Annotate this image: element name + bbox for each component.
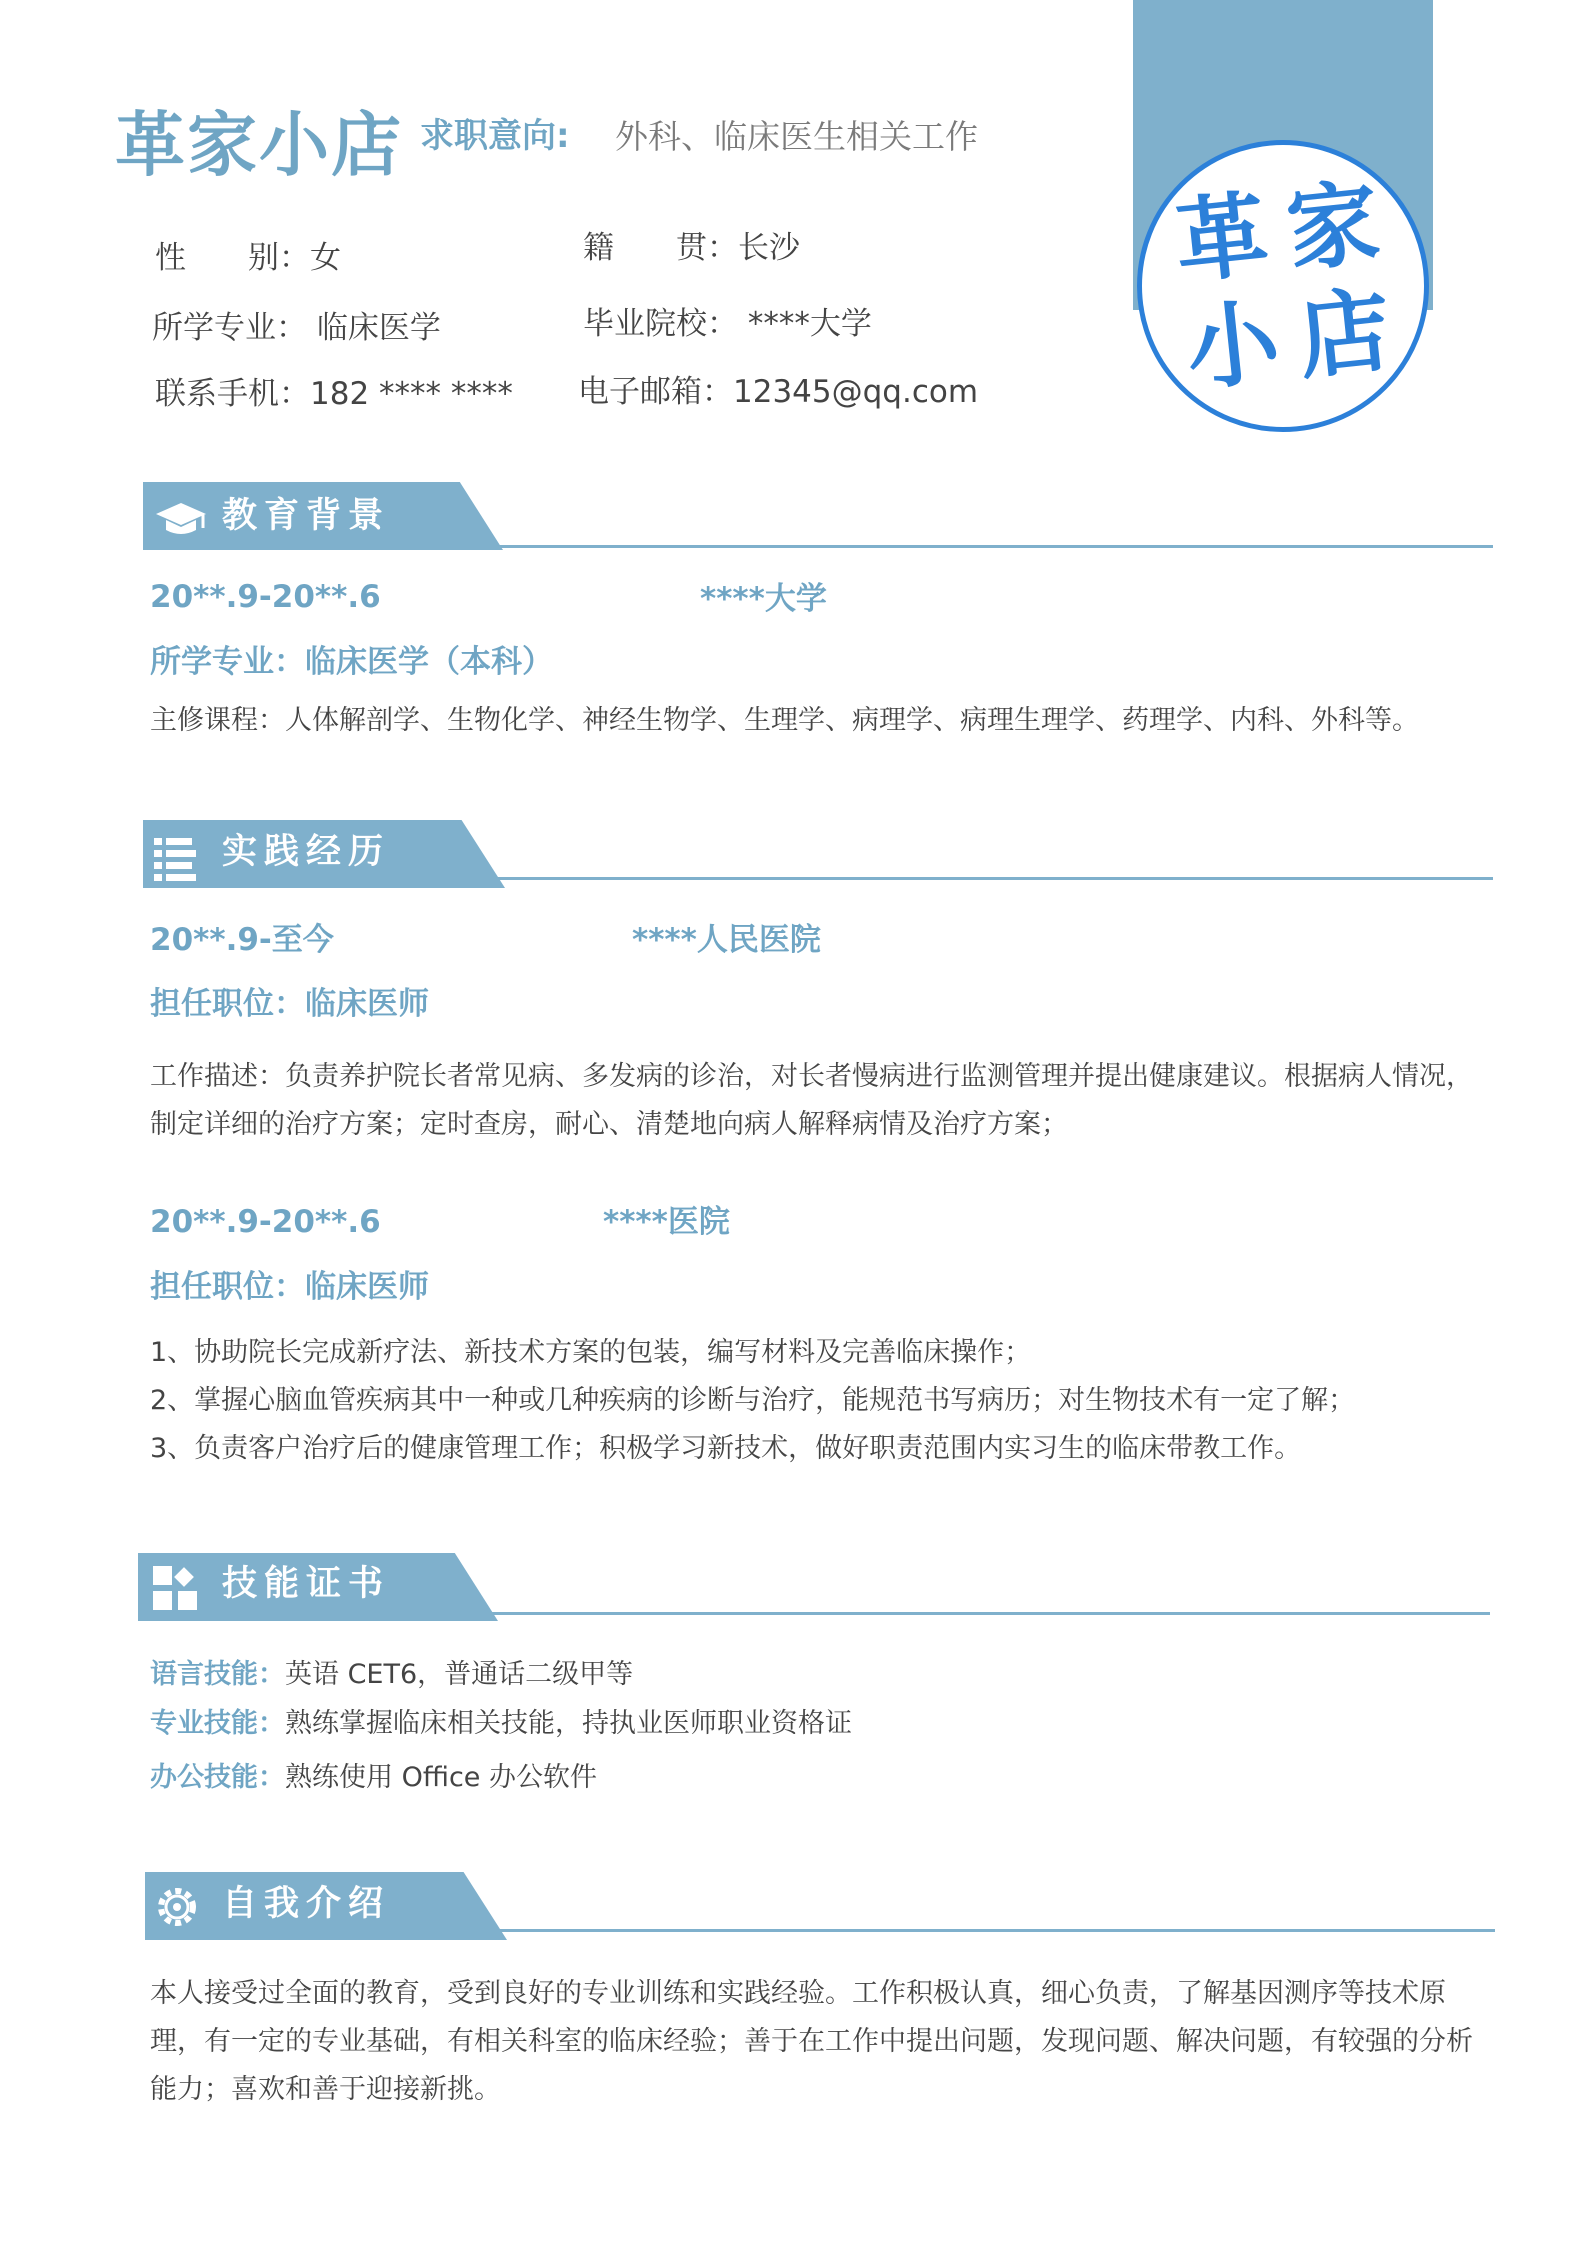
seal-char: 革: [1170, 179, 1274, 297]
info-gender: 性 别：女: [155, 240, 341, 276]
skill-label: 办公技能：: [150, 1762, 285, 1793]
info-school: 毕业院校： ****大学: [583, 306, 872, 342]
practice-position: 担任职位：临床医师: [150, 986, 429, 1022]
skill-label: 专业技能：: [150, 1708, 285, 1739]
graduation-cap-icon: [154, 490, 208, 544]
skill-item: [150, 1758, 597, 1798]
job-intent-value: 外科、临床医生相关工作: [615, 117, 978, 156]
practice-period: 20**.9-20**.6: [150, 1204, 381, 1240]
education-school: ****大学: [700, 581, 827, 617]
about-text: 本人接受过全面的教育，受到良好的专业训练和实践经验。工作积极认真，细心负责，了解基因测序等技术原理，有一定的专业基础，有相关科室的临床经验；善于在工作中提出问题，发现问题、解决问题，有较强的分析能力；喜欢和善于迎接新挑。: [150, 1978, 1473, 2105]
seal-char: 店: [1292, 275, 1396, 393]
practice-org: ****人民医院: [632, 922, 821, 958]
seal-char: 家: [1281, 167, 1385, 285]
job-intent-label: 求职意向:: [420, 116, 570, 156]
grid-icon: [150, 1562, 204, 1616]
skill-value: 英语 CET6，普通话二级甲等: [285, 1659, 634, 1690]
section-title: 实践经历: [222, 832, 391, 872]
education-major: 所学专业：临床医学（本科）: [150, 644, 553, 680]
candidate-name: 革家小店: [115, 104, 403, 186]
practice-position: 担任职位：临床医师: [150, 1269, 429, 1305]
practice-org: ****医院: [603, 1204, 730, 1240]
seal-text: [1128, 131, 1438, 441]
practice-period: 20**.9-至今: [150, 922, 334, 958]
list-icon: [150, 832, 204, 886]
shop-seal: [1137, 140, 1429, 432]
info-major: 所学专业： 临床医学: [152, 310, 441, 346]
skill-value: 熟练掌握临床相关技能，持执业医师职业资格证: [285, 1708, 852, 1739]
section-title: 自我介绍: [222, 1884, 391, 1924]
practice-duty: 2、掌握心脑血管疾病其中一种或几种疾病的诊断与治疗，能规范书写病历；对生物技术有一定了解；: [150, 1385, 1356, 1416]
info-phone: 联系手机：182 **** ****: [155, 376, 513, 412]
skill-item: [150, 1704, 852, 1744]
section-title: 技能证书: [222, 1564, 391, 1604]
education-courses: 主修课程：人体解剖学、生物化学、神经生物学、生理学、病理学、病理生理学、药理学、内科、外科等。: [150, 705, 1419, 736]
education-period: 20**.9-20**.6: [150, 579, 381, 615]
skill-label: 语言技能：: [150, 1659, 285, 1690]
info-email: 电子邮箱：12345@qq.com: [578, 374, 979, 410]
info-hometown: 籍 贯：长沙: [583, 230, 800, 266]
gear-icon: [150, 1880, 204, 1934]
skill-item: [150, 1655, 633, 1695]
seal-char: 小: [1181, 287, 1285, 405]
section-title: 教育背景: [222, 496, 391, 536]
practice-duty: 3、负责客户治疗后的健康管理工作；积极学习新技术，做好职责范围内实习生的临床带教工作。: [150, 1433, 1302, 1464]
skill-value: 熟练使用 Office 办公软件: [285, 1762, 597, 1793]
practice-duty: 1、协助院长完成新疗法、新技术方案的包装，编写材料及完善临床操作；: [150, 1337, 1032, 1368]
practice-description: 工作描述：负责养护院长者常见病、多发病的诊治，对长者慢病进行监测管理并提出健康建议。根据病人情况，制定详细的治疗方案；定时查房，耐心、清楚地向病人解释病情及治疗方案；: [150, 1061, 1473, 1140]
